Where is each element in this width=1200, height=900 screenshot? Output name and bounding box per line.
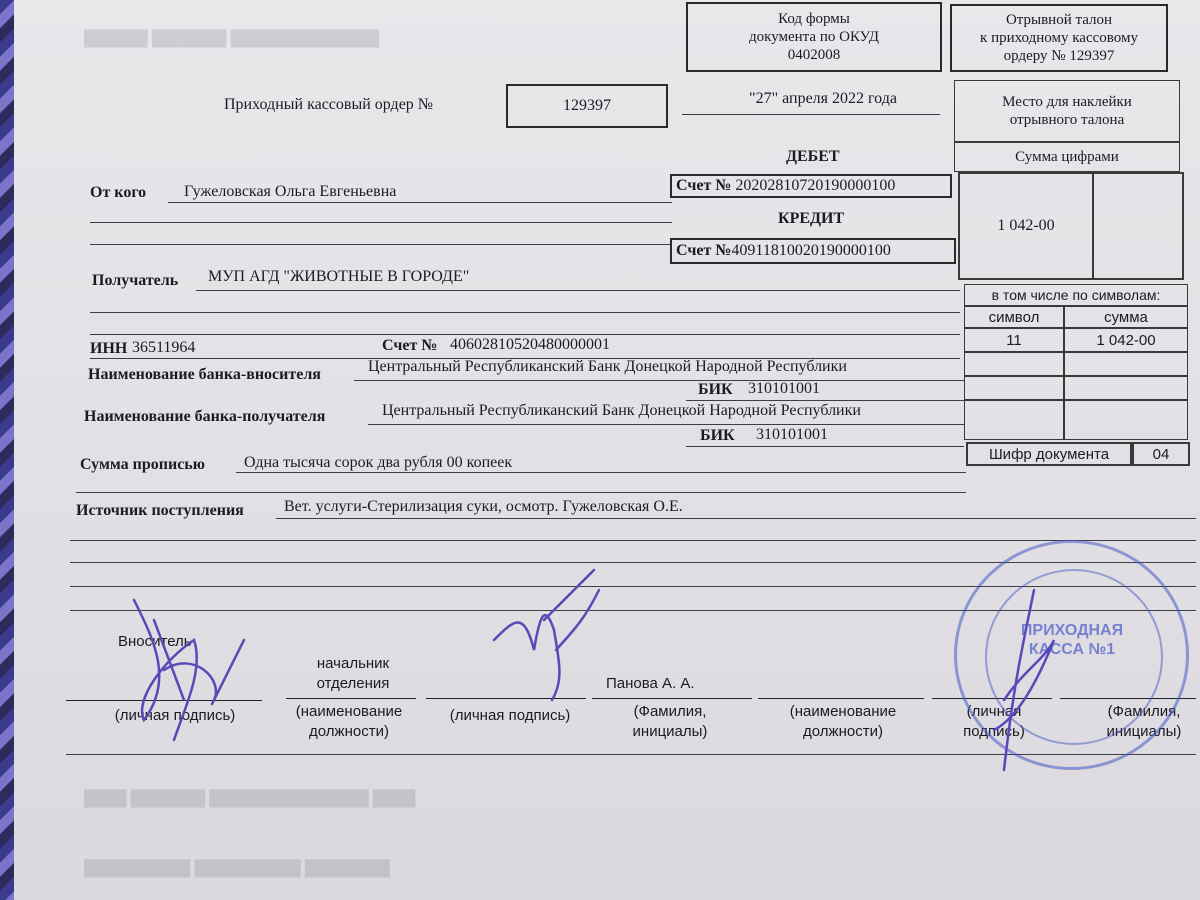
position-caption-right-2: должности) [803,723,883,740]
depositor-signature [114,580,254,750]
order-date: "27" апреля 2022 года [749,90,897,107]
position-line [758,698,924,699]
form-code-line1: Код формы [778,11,850,27]
surname-caption-right-1: (Фамилия, [1107,703,1181,720]
from-underline [168,202,672,203]
surname-caption-right-2: инициалы) [1106,723,1182,740]
payer-bank-value: Центральный Республиканский Банк Донецкой Народной Республики [368,358,847,375]
personal-signature-caption-2: (личная подпись) [449,707,571,724]
blank-line [90,244,670,245]
table-row-sum [1064,328,1188,352]
table-row-empty [964,400,1064,440]
tear-off-line1: Отрывной талон [1005,12,1113,28]
position-line2: отделения [316,675,390,692]
col-sum-header [1064,306,1188,328]
blank-line [76,492,966,493]
blank-line [90,312,960,313]
order-number-box [506,84,668,128]
from-value: Гужеловская Ольга Евгеньевна [184,183,397,200]
from-label: От кого [90,184,147,201]
row-sum-value: 1 042-00 [1096,331,1156,349]
payer-bank-label: Наименование банка-вносителя [88,366,321,383]
surname-line [592,698,752,699]
row-symbol-value: 11 [1006,331,1022,349]
position-line [286,698,416,699]
symbols-header-text: в том числе по символам: [991,287,1161,303]
credit-heading: КРЕДИТ [778,210,845,227]
surname-caption [610,702,730,742]
surname-caption-1: (Фамилия, [633,703,707,720]
signature-stroke [134,600,244,740]
debit-account-box [670,174,952,198]
cash-receipt-document [14,0,1200,900]
source-value: Вет. услуги-Стерилизация суки, осмотр. Гужеловская О.Е. [284,498,683,515]
table-row-empty [1064,400,1188,440]
recipient-bank-label: Наименование банка-получателя [84,408,326,425]
form-code-box [686,2,942,72]
position-caption [284,702,414,742]
personal-signature-right-1: (личная [966,703,1022,720]
signature-stroke [494,570,599,700]
sum-digits-value-box [958,172,1094,280]
order-number: 129397 [563,97,611,114]
payer-bik: 310101001 [748,380,820,397]
blank-line [90,222,672,223]
debit-account-label: Счет № [676,177,732,194]
surname-caption-2: инициалы) [632,723,708,740]
recipient-bik-label: БИК [700,427,735,444]
credit-account: 40911810020190000100 [731,242,891,259]
bleed-through-text: ██████████ ██████████ ████████ [84,860,390,877]
col-symbol-header [964,306,1064,328]
sticker-place-box [954,80,1180,142]
payer-bank-underline [354,380,964,381]
position-caption-2: должности) [309,723,389,740]
amount-words-underline [236,472,966,473]
table-row-symbol [964,328,1064,352]
officer-signature [484,560,614,710]
recipient-bank-value: Центральный Республиканский Банк Донецкой Народной Республики [382,402,861,419]
sum-digits-label: Сумма цифрами [1015,149,1119,165]
personal-signature-right-2: подпись) [963,723,1025,740]
payer-bik-label: БИК [698,381,733,398]
doc-cipher-label-box [966,442,1132,466]
source-underline [276,518,1196,519]
position-value [308,654,398,694]
recipient-label: Получатель [92,272,179,289]
inn-account-label: Счет № [382,337,438,354]
position-caption-right-1: (наименование [789,703,897,720]
recipient-bik: 310101001 [756,426,828,443]
position-caption-right [770,702,916,742]
debit-account: 20202810720190000100 [735,177,896,194]
table-row-empty [1064,376,1188,400]
source-label: Источник поступления [76,502,244,519]
col-sum-text: сумма [1104,308,1148,326]
signature-stroke [994,590,1054,770]
recipient-bank-underline [368,424,964,425]
blank-line [90,334,960,335]
bleed-through-text: ██████ ███████ ██████████████ [84,30,380,47]
sum-digits-label-box [954,142,1180,172]
tear-off-header-box [950,4,1168,72]
debit-heading: ДЕБЕТ [786,148,840,165]
credit-account-label: Счет № [676,242,732,259]
tear-off-line3: ордеру № 129397 [1003,48,1115,64]
doc-cipher-value: 04 [1152,445,1170,463]
position-line1: начальник [316,655,390,672]
form-code-line2: документа по ОКУД [749,29,879,45]
recipient-underline [196,290,960,291]
officer-name: Панова А. А. [606,675,695,692]
sum-digits-value: 1 042-00 [997,217,1055,234]
recipient-value: МУП АГД "ЖИВОТНЫЕ В ГОРОДЕ" [208,268,470,285]
date-underline [682,114,940,115]
personal-signature-caption: (личная подпись) [114,707,236,724]
amount-words-label: Сумма прописью [80,456,205,473]
cashier-signature [974,580,1074,780]
blank-line [70,540,1196,541]
depositor-label: Вноситель [118,633,192,650]
stamp-line1: ПРИХОДНАЯ [1020,622,1124,639]
stamp-line2: КАССА №1 [1028,641,1116,658]
sum-digits-extra-box [1092,172,1184,280]
position-caption-1: (наименование [295,703,403,720]
doc-cipher-value-box [1132,442,1190,466]
inn-account: 40602810520480000001 [450,336,610,353]
payer-bik-underline [686,400,964,401]
credit-account-box [670,238,956,264]
sticker-line1: Место для наклейки [1002,94,1132,110]
recipient-bik-underline [686,446,964,447]
form-code-line3: 0402008 [787,47,841,63]
sticker-line2: отрывного талона [1009,112,1125,128]
symbols-header [964,284,1188,306]
table-row-empty [1064,352,1188,376]
table-row-empty [964,376,1064,400]
amount-words-value: Одна тысяча сорок два рубля 00 копеек [244,454,513,471]
bleed-through-text: ████ ███████ ███████████████ ████ [84,790,416,807]
col-symbol-text: символ [988,308,1040,326]
order-title: Приходный кассовый ордер № [224,96,434,113]
doc-cipher-label: Шифр документа [988,445,1110,463]
inn-label: ИНН [90,340,128,357]
inn-value: 36511964 [132,339,196,356]
tear-off-line2: к приходному кассовому [980,30,1138,46]
table-row-empty [964,352,1064,376]
